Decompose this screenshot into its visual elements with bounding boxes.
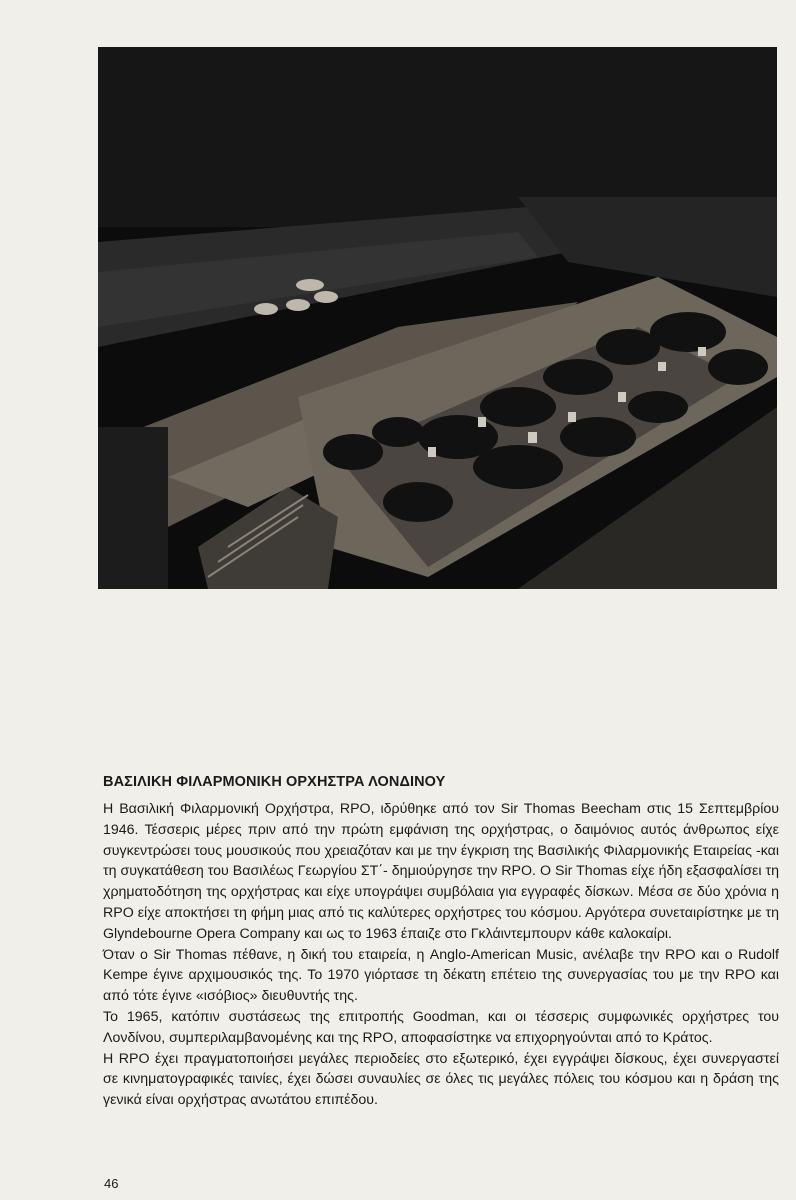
orchestra-concert-hall-photo xyxy=(98,47,777,589)
orchestra-photo xyxy=(98,47,777,589)
article-heading: ΒΑΣΙΛΙΚΗ ΦΙΛΑΡΜΟΝΙΚΗ ΟΡΧΗΣΤΡΑ ΛΟΝΔΙΝΟΥ xyxy=(103,774,446,790)
article-paragraph-2: Όταν ο Sir Thomas πέθανε, η δική του εταιρεία, η Anglo-American Music, ανέλαβε την RPO και ο Rudolf Kempe έγινε αρχιμουσικός της. Το 1970 γιόρτασε τη δέκατη επέτειο της συνεργασίας του με την RPO και από τότε έγινε «ισόβιος» διευθυντής της. xyxy=(103,946,779,1005)
article-paragraph-4: Η RPO έχει πραγματοποιήσει μεγάλες περιοδείες στο εξωτερικό, έχει εγγράψει δίσκους, έχει συνεργαστεί σε κινηματογραφικές ταινίες, έχει δώσει συναυλίες σε όλες τις μεγάλες πόλεις του κόσμου και η δράση της γενικά είναι ορχήστρας ανωτάτου επιπέδου. xyxy=(103,1050,779,1109)
page-number: 46 xyxy=(104,1176,119,1191)
article-paragraph-1: Η Βασιλική Φιλαρμονική Ορχήστρα, RPO, ιδρύθηκε από τον Sir Thomas Beecham στις 15 Σεπτεμβρίου 1946. Τέσσερις μέρες πριν από την πρώτη εμφάνιση της ορχήστρας, ο δαιμόνιος αυτός άνθρωπος είχε συγκεντρώσει τους μουσικούς που χρειαζόταν και με την έγκριση της Βασιλικής Φιλαρμονικής Εταιρείας -και τη συγκατάθεση του Βασιλέως Γεωργίου ΣΤ΄- δημιούργησε την RPO. Ο Sir Thomas είχε ήδη εξασφαλίσει τη χρηματοδότηση της ορχήστρας και είχε υπογράψει συμβόλαια για εγγραφές δίσκων. Μέσα σε δύο χρόνια η RPO είχε αποκτήσει τη φήμη μιας από τις καλύτερες ορχήστρες του κόσμου. Αργότερα συνεταιρίστηκε με τη Glyndebourne Opera Company και ως το 1963 έπαιζε στο Γκλάιντεμπουρν κάθε καλοκαίρι. xyxy=(103,801,779,942)
article xyxy=(103,774,779,1111)
article-paragraph-3: Το 1965, κατόπιν συστάσεως της επιτροπής Goodman, και οι τέσσερις συμφωνικές ορχήστρες του Λονδίνου, συμπεριλαμβανομένης και της RPO, αποφασίστηκε να επιχορηγούνται από το Κράτος. xyxy=(103,1008,779,1046)
